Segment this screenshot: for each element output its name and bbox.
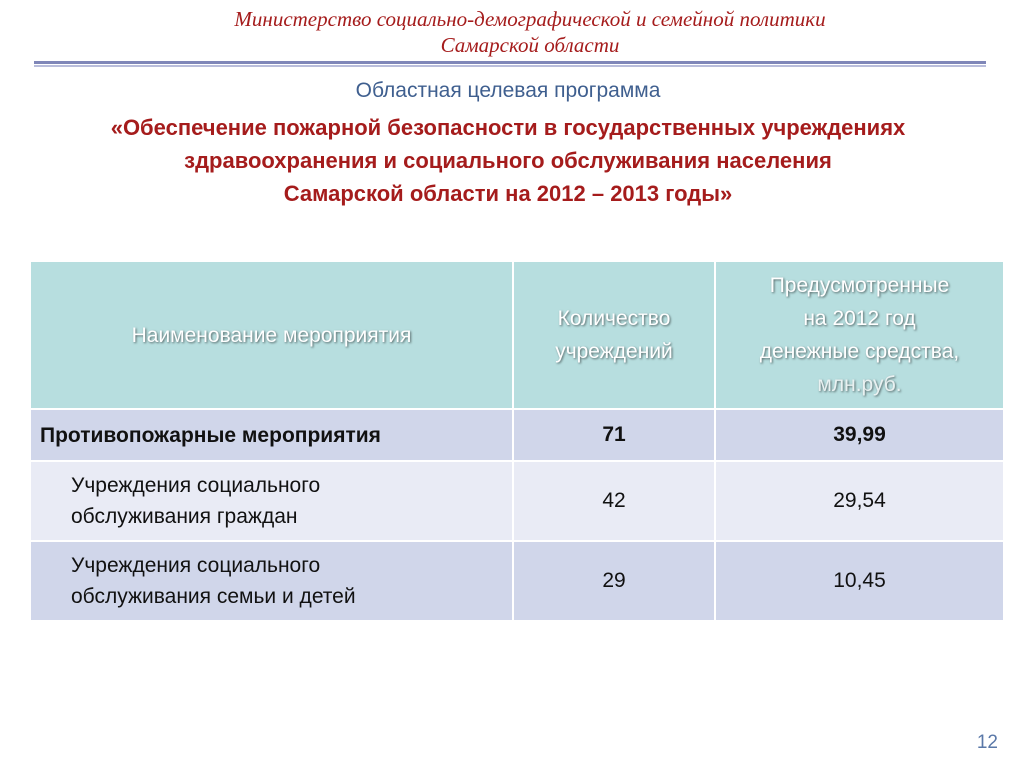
header-funds-line2: на 2012 год [803,307,916,330]
header-funds-line1: Предусмотренные [769,274,950,297]
row-count: 42 [513,461,715,541]
row-funds: 39,99 [715,409,1004,461]
ministry-header [0,6,1024,58]
header-count-line2: учреждений [555,340,673,363]
header-divider-thin [34,65,986,67]
program-title-line2: здравоохранения и социального обслуживания населения [184,148,832,173]
table-row [30,409,1004,461]
program-title-line1: «Обеспечение пожарной безопасности в государственных учреждениях [110,115,906,140]
row-name-line1: Учреждения социального [71,554,321,577]
row-funds: 29,54 [715,461,1004,541]
row-name: Противопожарные мероприятия [30,409,513,461]
row-name-line1: Учреждения социального [71,474,321,497]
funding-table [29,260,1005,622]
header-funds-unit: млн.руб. [817,373,902,396]
row-name-line2: обслуживания граждан [71,505,298,528]
row-name [30,461,513,541]
ministry-name-line2: Самарской области [440,33,620,57]
header-funds [715,261,1004,409]
table-header-row [30,261,1004,409]
row-name [30,541,513,621]
row-count: 71 [513,409,715,461]
header-count [513,261,715,409]
row-funds: 10,45 [715,541,1004,621]
header-divider [34,61,986,64]
header-funds-line3: денежные средства, [759,340,960,363]
table-row [30,461,1004,541]
program-subtitle: Областная целевая программа [355,79,661,102]
ministry-name-line1: Министерство социально-демографической и семейной политики [234,7,826,31]
row-name-line2: обслуживания семьи и детей [71,585,356,608]
program-title-line3: Самарской области на 2012 – 2013 годы» [283,181,733,206]
header-name: Наименование мероприятия [30,261,513,409]
row-count: 29 [513,541,715,621]
program-title [0,111,1016,210]
header-count-line1: Количество [557,307,671,330]
table-row [30,541,1004,621]
page-number: 12 [976,732,998,753]
